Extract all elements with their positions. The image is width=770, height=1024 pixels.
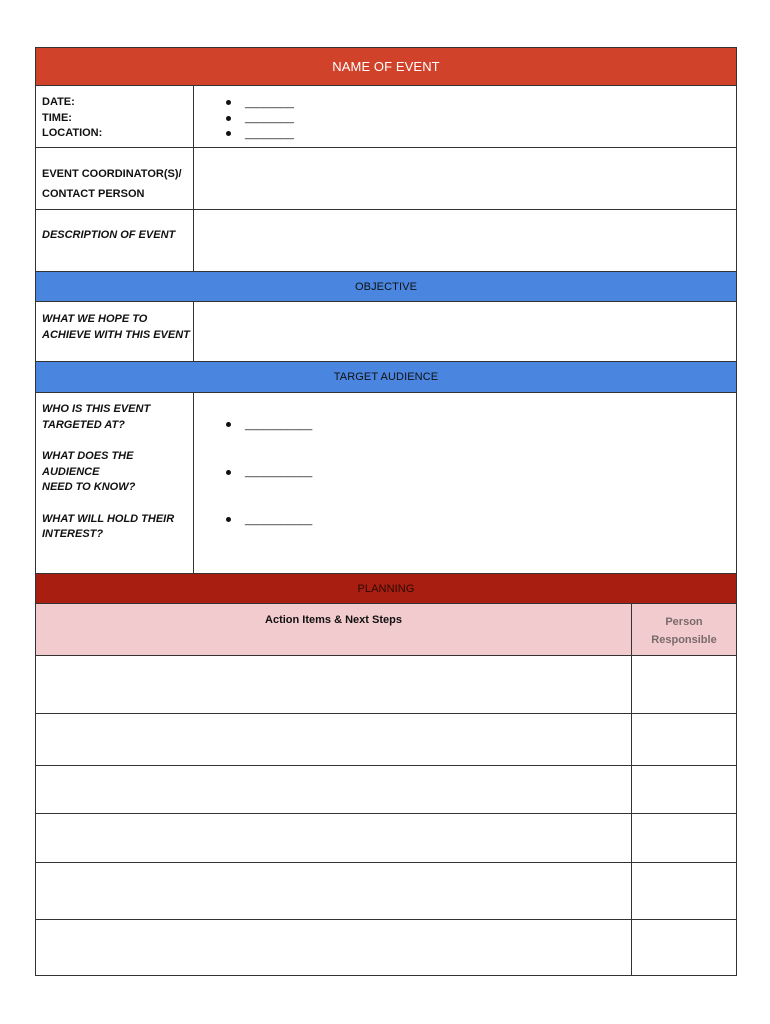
- bullet-dot: [226, 517, 231, 522]
- description-field[interactable]: [195, 210, 736, 271]
- action-item-cell[interactable]: [36, 656, 631, 713]
- action-item-cell[interactable]: [36, 766, 631, 813]
- person-cell[interactable]: [633, 656, 736, 713]
- planning-column-header: [36, 604, 736, 656]
- bullet-dot: [226, 131, 231, 136]
- person-column-label-line2: Responsible: [651, 634, 717, 646]
- planning-header-label: PLANNING: [357, 582, 415, 595]
- audience-q2-line1: WHAT DOES THE AUDIENCE: [42, 450, 134, 478]
- column-divider: [631, 863, 632, 919]
- column-divider: [631, 766, 632, 813]
- audience-labels: [36, 393, 194, 573]
- location-label: LOCATION:: [42, 127, 103, 139]
- objective-row: [36, 302, 736, 362]
- planning-row: [36, 863, 736, 920]
- audience-q2-line2: NEED TO KNOW?: [42, 481, 136, 493]
- description-label-text: DESCRIPTION OF EVENT: [42, 229, 176, 241]
- objective-label: [36, 302, 194, 361]
- person-column-label: [632, 613, 736, 649]
- event-planning-form: [35, 47, 737, 976]
- audience-q1-bullet: [226, 417, 312, 433]
- date-label: DATE:: [42, 96, 75, 108]
- objective-label-line1: WHAT WE HOPE TO: [42, 313, 148, 325]
- audience-q1-line1: WHO IS THIS EVENT: [42, 403, 151, 415]
- person-cell[interactable]: [633, 814, 736, 862]
- form-title: NAME OF EVENT: [332, 59, 440, 74]
- description-label: [36, 210, 194, 271]
- audience-q2-blank[interactable]: ___________: [245, 466, 313, 479]
- planning-row: [36, 814, 736, 863]
- actions-column-label: Action Items & Next Steps: [265, 614, 402, 626]
- bullet-dot: [226, 100, 231, 105]
- audience-q2: [42, 449, 193, 496]
- action-item-cell[interactable]: [36, 814, 631, 862]
- person-cell[interactable]: [633, 714, 736, 765]
- action-item-cell[interactable]: [36, 714, 631, 765]
- column-divider: [631, 714, 632, 765]
- planning-row: [36, 766, 736, 814]
- title-bar: [36, 48, 736, 86]
- time-blank[interactable]: ________: [245, 112, 294, 125]
- coordinator-label-line2: CONTACT PERSON: [42, 188, 145, 200]
- date-bullet: [226, 95, 294, 111]
- audience-q1-line2: TARGETED AT?: [42, 418, 125, 431]
- column-divider: [631, 920, 632, 975]
- audience-q3-blank[interactable]: ___________: [245, 513, 313, 526]
- column-divider: [631, 656, 632, 713]
- person-column-label-line1: Person: [665, 616, 703, 628]
- audience-q2-bullet: [226, 465, 312, 481]
- objective-header-label: OBJECTIVE: [354, 280, 418, 293]
- audience-q3-line1: WHAT WILL HOLD THEIR: [42, 512, 175, 525]
- coordinator-label-line1: EVENT COORDINATOR(S)/: [42, 168, 182, 180]
- objective-field[interactable]: [195, 302, 736, 361]
- bullet-dot: [226, 470, 231, 475]
- person-cell[interactable]: [633, 766, 736, 813]
- audience-q1-blank[interactable]: ___________: [245, 418, 313, 431]
- planning-row: [36, 920, 736, 975]
- audience-header-label: TARGET AUDIENCE: [333, 371, 439, 383]
- column-divider: [631, 814, 632, 862]
- bullet-dot: [226, 422, 231, 427]
- audience-q3-bullet: [226, 512, 312, 528]
- action-item-cell[interactable]: [36, 863, 631, 919]
- action-item-cell[interactable]: [36, 920, 631, 975]
- time-label: TIME:: [42, 111, 72, 124]
- objective-label-line2: ACHIEVE WITH THIS EVENT: [42, 328, 190, 341]
- objective-header: [36, 272, 736, 302]
- info-bullets: [226, 95, 294, 142]
- location-bullet: [226, 126, 294, 142]
- date-blank[interactable]: ________: [245, 96, 294, 109]
- coordinator-row: [36, 148, 736, 210]
- audience-q1: [42, 402, 193, 433]
- audience-header: [36, 362, 736, 393]
- audience-bullets: [226, 417, 312, 528]
- audience-q3-line2: INTEREST?: [42, 528, 104, 540]
- audience-row: [36, 393, 736, 574]
- person-cell[interactable]: [633, 920, 736, 975]
- planning-header: [36, 574, 736, 604]
- bullet-dot: [226, 116, 231, 121]
- info-labels: [36, 86, 194, 147]
- location-blank[interactable]: ________: [245, 127, 294, 140]
- coordinator-field[interactable]: [195, 148, 736, 209]
- info-row: [36, 86, 736, 148]
- planning-row: [36, 714, 736, 766]
- coordinator-label: [36, 148, 194, 209]
- audience-q3: [42, 512, 193, 543]
- time-bullet: [226, 111, 294, 127]
- person-cell[interactable]: [633, 863, 736, 919]
- description-row: [36, 210, 736, 272]
- planning-row: [36, 656, 736, 714]
